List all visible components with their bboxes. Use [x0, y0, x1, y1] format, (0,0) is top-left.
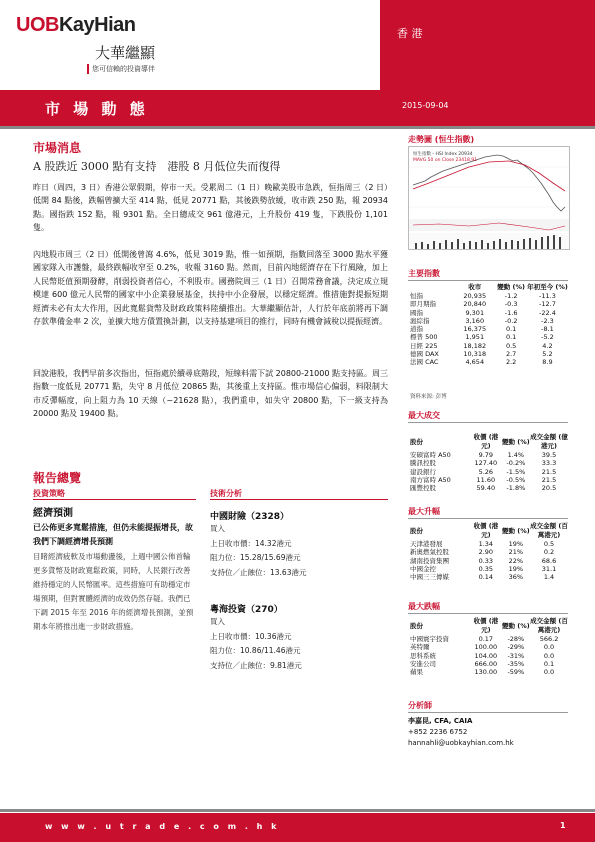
cell-value: -8.1 [541, 325, 554, 334]
table-row [410, 309, 568, 317]
market-news-title: 市場消息 [33, 141, 82, 155]
table-row [410, 643, 568, 651]
cell-value: 68.6 [541, 556, 557, 565]
cell-value: 2.2 [505, 358, 517, 367]
row-label: 德國 DAX [410, 350, 439, 359]
cell-value: -5.2 [541, 333, 554, 342]
chart-legend-2: MAVG 50 on Close 23418.91 [413, 158, 478, 163]
table-row [410, 635, 568, 643]
cell-value: -29% [507, 643, 525, 652]
row-label: 恒指 [410, 292, 423, 300]
cell-value: 1.34 [478, 540, 494, 548]
econ-forecast-title: 經濟預測 [33, 508, 73, 519]
stock-resistance: 阻力位：10.86/11.46港元 [210, 646, 301, 655]
stock-card-270 [210, 602, 388, 673]
report-summary-title: 報告總覽 [33, 471, 82, 485]
table-row [410, 468, 568, 476]
cell-value: 21.5 [541, 475, 557, 484]
row-label: 法國 CAC [410, 358, 439, 367]
row-label: 中國金控 [410, 564, 436, 573]
column-header: 收價 (港元) [473, 433, 499, 450]
cell-value: 0.1 [505, 325, 517, 334]
table-header-row [410, 522, 568, 540]
row-label: 湖南投資集團 [410, 556, 449, 565]
table-row [410, 333, 568, 341]
column-header: 年初至今 (%) [527, 283, 568, 291]
column-header: 股份 [410, 621, 423, 630]
cell-value: -28% [507, 635, 525, 643]
cell-value: 1.4 [543, 573, 555, 582]
column-header: 收價 (港元) [473, 522, 499, 539]
losers-rule [408, 613, 568, 614]
cell-value: 127.40 [474, 459, 498, 468]
cell-value: 4.2 [542, 341, 553, 350]
cell-value: 39.5 [541, 451, 557, 459]
cell-value: 21% [508, 548, 524, 557]
indices-title: 主要指數 [408, 269, 440, 278]
row-label: 道指 [410, 325, 423, 334]
column-header: 成交金額 (百萬港元) [530, 522, 568, 539]
row-label: 天津港發展 [410, 540, 443, 548]
footer-rule [0, 809, 595, 812]
tech-divider [210, 499, 388, 500]
cell-value: 1.4% [507, 451, 525, 459]
cell-value: 566.2 [539, 635, 559, 643]
header-red-block [380, 0, 595, 90]
table-row [410, 459, 568, 467]
stock-name: 粵海投資（270） [210, 605, 283, 615]
cell-value: 0.0 [543, 668, 555, 677]
analyst-email[interactable]: hannahli@uobkayhian.com.hk [408, 739, 514, 747]
table-row [410, 557, 568, 565]
strategy-label: 投資策略 [33, 489, 65, 498]
footer-url[interactable]: w w w . u t r a d e . c o m . h k [45, 822, 280, 831]
cell-value: 18,182 [463, 341, 487, 350]
cell-value: -11.3 [539, 292, 556, 300]
stock-action: 買入 [210, 524, 225, 533]
cell-value: -2.3 [541, 316, 554, 325]
table-header-row [410, 283, 568, 292]
tech-analysis-label: 技術分析 [210, 489, 242, 498]
cell-value: 666.00 [474, 659, 498, 668]
cell-value: -35% [507, 659, 525, 668]
table-row [410, 476, 568, 484]
cell-value: 36% [508, 573, 524, 582]
region-label: 香 港 [397, 27, 423, 40]
row-label: 日經 225 [410, 341, 438, 350]
cell-value: 100.00 [474, 643, 498, 652]
econ-forecast-text: 目睹經濟疲軟及市場動盪後，上週中國公佈首輪更多貨幣及財政寬鬆政策，同時，人民銀行改善維持穩定的人民幣匯率。這些措施可有助穩定市場預期，但對實體經濟的成效仍然存疑。我們已下調 2015 年至 2016 年的經濟增長預測，並預期本年將推出進一步財政措施。 [33, 552, 194, 631]
turnover-title: 最大成交 [408, 411, 440, 420]
cell-value: 20.5 [541, 484, 557, 493]
row-label: 安碩富時 A50 [410, 451, 451, 459]
cell-value: 0.0 [543, 643, 555, 652]
row-label: 安進公司 [410, 659, 436, 668]
market-headline: A 股跌近 3000 點有支持 港股 8 月低位失而復得 [33, 160, 281, 173]
analyst-title: 分析師 [408, 701, 432, 710]
row-label: 思科系統 [410, 651, 436, 660]
cell-value: -0.2% [506, 459, 526, 468]
turnover-table [410, 433, 568, 492]
cell-value: 31.1 [541, 564, 557, 573]
cell-value: 8.9 [542, 358, 553, 367]
header-rule [0, 126, 595, 129]
losers-table [410, 617, 568, 676]
column-header: 股份 [410, 526, 423, 535]
cell-value: 5.2 [542, 350, 553, 359]
cell-value: -1.5% [506, 467, 526, 476]
table-row [410, 565, 568, 573]
table-header-row [410, 617, 568, 635]
cell-value: 0.5 [505, 341, 517, 350]
cell-value: 59.40 [476, 484, 496, 493]
cell-value: 16,375 [463, 325, 487, 334]
row-label: 滬綜指 [410, 316, 430, 325]
stock-card-2328 [210, 509, 388, 580]
company-name-cn: 大華繼顯 [95, 44, 156, 62]
row-label: 國指 [410, 308, 423, 317]
cell-value: 1,951 [465, 333, 485, 342]
table-row [410, 484, 568, 492]
table-row [410, 660, 568, 668]
econ-forecast-summary: 已公佈更多寬鬆措施，但仍未能提振增長，故我們下調經濟增長預測 [33, 523, 193, 546]
strategy-divider [33, 499, 196, 500]
market-paragraph-2: 內地股市周三（2 日）低開後曾瀉 4.6%，低見 3019 點，惟一如預期，指數回落至 3000 點水平獲國家隊入市護盤，最終跌幅收窄至 0.2%，收報 3160 點。然而，目前內地經濟存在下行風險，加上人民幣貶值預期發酵，削弱投資者信心，不利股市。國務院周三（1 日）召開常務會議，決定成立規模達 600 億元人民幣的國家中小企業發展基金，扶持中小企發展，以穩定經濟。惟措施對提振短期經濟未必有太大作用，因此寬鬆貨幣及財政政策料陸續推出。大華繼顯估計，人行於年底前將再下調存款準備金率 2 次，並擴大地方債置換計劃，以支持基建項目的推行，同時有機會減稅以提振經濟。 [33, 250, 388, 327]
losers-title: 最大跌幅 [408, 602, 440, 611]
stock-close: 上日收市價：10.36港元 [210, 631, 292, 641]
cell-value: 2.90 [478, 548, 494, 557]
cell-value: -1.8% [506, 484, 526, 493]
gainers-title: 最大升幅 [408, 507, 440, 516]
hsi-chart [408, 146, 570, 250]
cell-value: 3,160 [465, 316, 485, 325]
cell-value: 0.2 [543, 548, 555, 557]
stock-resistance: 阻力位：15.28/15.69港元 [210, 553, 301, 562]
column-header: 變動 (%) [501, 526, 530, 535]
cell-value: 33.3 [541, 459, 557, 468]
analyst-name: 李嘉昆, CFA, CAIA [408, 717, 473, 725]
cell-value: -0.2 [504, 316, 518, 325]
company-logo: UOBKayHian [16, 14, 136, 36]
stock-support: 支持位／止蝕位：9.81港元 [210, 660, 302, 670]
page-title: 市 場 動 態 [45, 100, 149, 118]
table-row [410, 317, 568, 325]
gainers-rule [408, 518, 568, 519]
cell-value: -0.3 [504, 300, 518, 309]
row-label: 英特爾 [410, 643, 430, 652]
column-header: 收市 [468, 283, 482, 291]
cell-value: 5.26 [478, 467, 494, 476]
cell-value: -31% [507, 651, 525, 660]
row-label: 匯豐控股 [410, 484, 436, 493]
table-row [410, 652, 568, 660]
row-label: 騰訊控股 [410, 459, 436, 468]
indices-rule [408, 280, 568, 281]
column-header: 變動 (%) [501, 437, 530, 446]
cell-value: 20,840 [463, 300, 487, 309]
table-row [410, 548, 568, 556]
gainers-table [410, 522, 568, 581]
column-header: 變動 (%) [497, 283, 525, 291]
cell-value: 0.1 [543, 659, 555, 668]
row-label: 南方富時 A50 [410, 475, 451, 484]
cell-value: 22% [508, 556, 524, 565]
indices-source: 資料來源: 彭博 [410, 394, 447, 400]
column-header: 股份 [410, 437, 423, 446]
cell-value: -1.2 [504, 292, 518, 300]
turnover-rule [408, 422, 568, 423]
row-label: 標普 500 [410, 333, 438, 342]
cell-value: 104.00 [474, 651, 498, 660]
cell-value: 0.33 [478, 556, 494, 565]
table-header-row [410, 433, 568, 451]
cell-value: -59% [507, 668, 525, 677]
market-paragraph-1: 昨日（周四，3 日）香港公眾假期，停市一天。受累周二（1 日）晚歐美股市急跌，恒指周三（2 日）低開 84 點後，跌幅曾擴大至 414 點，低見 20771 點，其後跌勢放緩，收市跌 250 點，報 20934 點。國指跌 152 點，報 9301 點。全日總成交 961 億港元，上升股份 419 隻，下跌股份 1,101 隻。 [33, 183, 388, 233]
cell-value: 10,318 [463, 350, 487, 359]
hsi-chart-svg [409, 147, 569, 249]
cell-value: -12.7 [539, 300, 556, 309]
tagline: 您可信賴的投資導伴 [87, 64, 155, 74]
cell-value: 11.60 [476, 475, 496, 484]
table-row [410, 342, 568, 350]
cell-value: -0.5% [506, 475, 526, 484]
cell-value: 0.14 [478, 573, 494, 582]
table-row [410, 668, 568, 676]
cell-value: 9.79 [478, 451, 494, 459]
column-header: 收價 (港元) [473, 617, 499, 634]
cell-value: 20,935 [463, 292, 487, 300]
cell-value: 130.00 [474, 668, 498, 677]
cell-value: 0.5 [543, 540, 555, 548]
stock-support: 支持位／止蝕位：13.63港元 [210, 567, 307, 577]
row-label: 即月期指 [410, 300, 436, 309]
cell-value: 21.5 [541, 467, 557, 476]
row-label: 建設銀行 [410, 467, 436, 476]
cell-value: 19% [508, 540, 524, 548]
cell-value: -1.6 [504, 308, 518, 317]
column-header: 變動 (%) [501, 621, 530, 630]
cell-value: -22.4 [539, 308, 556, 317]
analyst-info [408, 716, 514, 749]
cell-value: 0.35 [478, 564, 494, 573]
column-header: 成交金額 (億港元) [530, 433, 568, 450]
cell-value: 4,654 [465, 358, 485, 367]
column-header: 成交金額 (百萬港元) [530, 617, 568, 634]
row-label: 新奧燃氣控股 [410, 548, 449, 557]
chart-legend-1: 恒生指數 - HSI Index 20934 [413, 152, 473, 157]
table-row [410, 358, 568, 366]
row-label: 蘋果 [410, 668, 423, 677]
column-header [410, 283, 454, 292]
table-row [410, 300, 568, 308]
cell-value: 0.0 [543, 651, 555, 660]
analyst-rule [408, 712, 568, 713]
chart-title: 走勢圖 (恒生指數) [408, 135, 475, 144]
indices-table [410, 283, 568, 367]
report-date: 2015-09-04 [402, 101, 449, 110]
market-paragraph-3: 回說港股，我們早前多次指出，恒指處於續尋底階段，短線料需下試 20800-21000 點支持區。周三指數一度低見 20771 點，失守 8 月低位 20865 點，其後重上支持區。惟市場信心偏弱，料限制大市反彈幅度，向上阻力為 10 天線（~21628 點），我們重申，如失守 20800 點，下一級支持為 20000 點及 19400 點。 [33, 369, 388, 419]
stock-close: 上日收市價：14.32港元 [210, 538, 292, 548]
analyst-phone: +852 2236 6752 [408, 728, 468, 736]
table-row [410, 573, 568, 581]
stock-action: 買入 [210, 617, 225, 626]
row-label: 中國三三傳媒 [410, 573, 449, 582]
page-number: 1 [560, 821, 566, 830]
row-label: 中國寰宇投資 [410, 635, 449, 643]
cell-value: 2.7 [505, 350, 517, 359]
cell-value: 0.1 [505, 333, 517, 342]
cell-value: 9,301 [465, 308, 485, 317]
cell-value: 19% [508, 564, 524, 573]
cell-value: 0.17 [478, 635, 494, 643]
stock-name: 中國財險（2328） [210, 512, 290, 522]
